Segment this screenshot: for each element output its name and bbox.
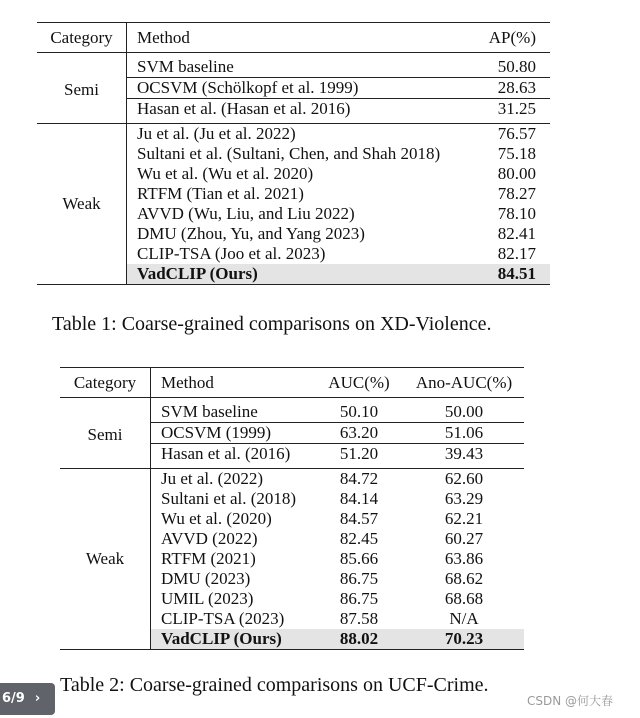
value-cell: 82.45 xyxy=(339,529,379,548)
table-row xyxy=(60,398,524,423)
method-cell: Wu et al. (Wu et al. 2020) xyxy=(137,164,314,183)
method-cell: AVVD (2022) xyxy=(161,529,258,548)
header-auc: AUC(%) xyxy=(314,368,404,398)
value-cell: 88.02 xyxy=(314,629,404,650)
method-cell: RTFM (2021) xyxy=(161,549,256,568)
method-cell: AVVD (Wu, Liu, and Liu 2022) xyxy=(137,204,355,223)
value-cell: 75.18 xyxy=(497,144,536,163)
method-cell: Sultani et al. (Sultani, Chen, and Shah 2018) xyxy=(137,144,441,163)
chevron-right-icon[interactable]: › xyxy=(34,691,41,706)
method-cell: UMIL (2023) xyxy=(161,589,254,608)
value-cell: 78.10 xyxy=(497,204,536,223)
value-cell: 50.00 xyxy=(404,398,524,423)
value-cell: 50.10 xyxy=(314,398,404,423)
value-cell: 62.60 xyxy=(444,469,484,488)
value-cell: 63.86 xyxy=(444,549,484,568)
value-cell: 82.41 xyxy=(497,224,536,243)
method-cell: SVM baseline xyxy=(151,398,315,423)
value-cell: 84.51 xyxy=(481,264,550,285)
value-cell: 82.17 xyxy=(497,244,536,263)
table-row xyxy=(60,469,524,490)
page-indicator: 6/9 xyxy=(2,691,25,706)
value-cell: 62.21 xyxy=(444,509,484,528)
value-cell: 68.68 xyxy=(444,589,484,608)
value-cell: 84.14 xyxy=(339,489,379,508)
method-cell: RTFM (Tian et al. 2021) xyxy=(137,184,304,203)
value-cell: 28.63 xyxy=(481,78,550,99)
value-cell: 50.80 xyxy=(481,53,550,78)
value-cell: 51.06 xyxy=(404,423,524,444)
method-cell: Ju et al. (Ju et al. 2022) xyxy=(137,124,296,143)
method-cell: DMU (2023) xyxy=(161,569,251,588)
category-cell: Weak xyxy=(60,469,151,650)
value-cell: 68.62 xyxy=(444,569,484,588)
value-cell: 51.20 xyxy=(314,444,404,469)
method-cell: DMU (Zhou, Yu, and Yang 2023) xyxy=(137,224,365,243)
header-method: Method xyxy=(151,368,315,398)
table1-caption: Table 1: Coarse-grained comparisons on XD-Violence. xyxy=(52,313,492,335)
method-cell: VadCLIP (Ours) xyxy=(127,264,481,285)
value-cell: 60.27 xyxy=(444,529,484,548)
value-cell: 31.25 xyxy=(481,99,550,124)
value-cell: 63.20 xyxy=(314,423,404,444)
table-row xyxy=(37,124,550,145)
method-cell: Ju et al. (2022) xyxy=(161,469,263,488)
method-cell: Sultani et al. (2018) xyxy=(161,489,297,508)
value-cell: 80.00 xyxy=(497,164,536,183)
value-cell: 86.75 xyxy=(339,569,379,588)
header-ano-auc: Ano-AUC(%) xyxy=(404,368,524,398)
method-cell: Hasan et al. (Hasan et al. 2016) xyxy=(127,99,481,124)
category-cell: Semi xyxy=(60,398,151,469)
method-cell: OCSVM (Schölkopf et al. 1999) xyxy=(127,78,481,99)
value-cell: 63.29 xyxy=(444,489,484,508)
category-cell: Semi xyxy=(37,53,127,124)
header-category: Category xyxy=(60,368,151,398)
method-cell: CLIP-TSA (2023) xyxy=(161,609,285,628)
header-method: Method xyxy=(127,23,481,53)
category-cell: Weak xyxy=(37,124,127,285)
value-cell: N/A xyxy=(449,609,479,628)
value-cell: 85.66 xyxy=(339,549,379,568)
value-cell: 86.75 xyxy=(339,589,379,608)
value-cell: 84.72 xyxy=(339,469,379,488)
value-cell: 87.58 xyxy=(339,609,379,628)
method-cell: Wu et al. (2020) xyxy=(161,509,272,528)
value-cell: 84.57 xyxy=(339,509,379,528)
watermark: CSDN @何大春 xyxy=(527,694,614,708)
value-cell: 78.27 xyxy=(497,184,536,203)
table-row xyxy=(37,53,550,78)
method-cell: Hasan et al. (2016) xyxy=(151,444,315,469)
value-cell: 70.23 xyxy=(404,629,524,650)
value-cell: 76.57 xyxy=(497,124,536,143)
page-navigator[interactable] xyxy=(0,683,55,715)
method-cell: CLIP-TSA (Joo et al. 2023) xyxy=(137,244,326,263)
method-cell: VadCLIP (Ours) xyxy=(151,629,315,650)
value-cell: 39.43 xyxy=(404,444,524,469)
header-ap: AP(%) xyxy=(481,23,550,53)
method-cell: OCSVM (1999) xyxy=(151,423,315,444)
table-ucf-crime xyxy=(60,367,524,650)
method-cell: SVM baseline xyxy=(127,53,481,78)
table2-caption: Table 2: Coarse-grained comparisons on UCF-Crime. xyxy=(60,674,489,696)
table-xd-violence xyxy=(37,22,550,285)
header-category: Category xyxy=(37,23,127,53)
